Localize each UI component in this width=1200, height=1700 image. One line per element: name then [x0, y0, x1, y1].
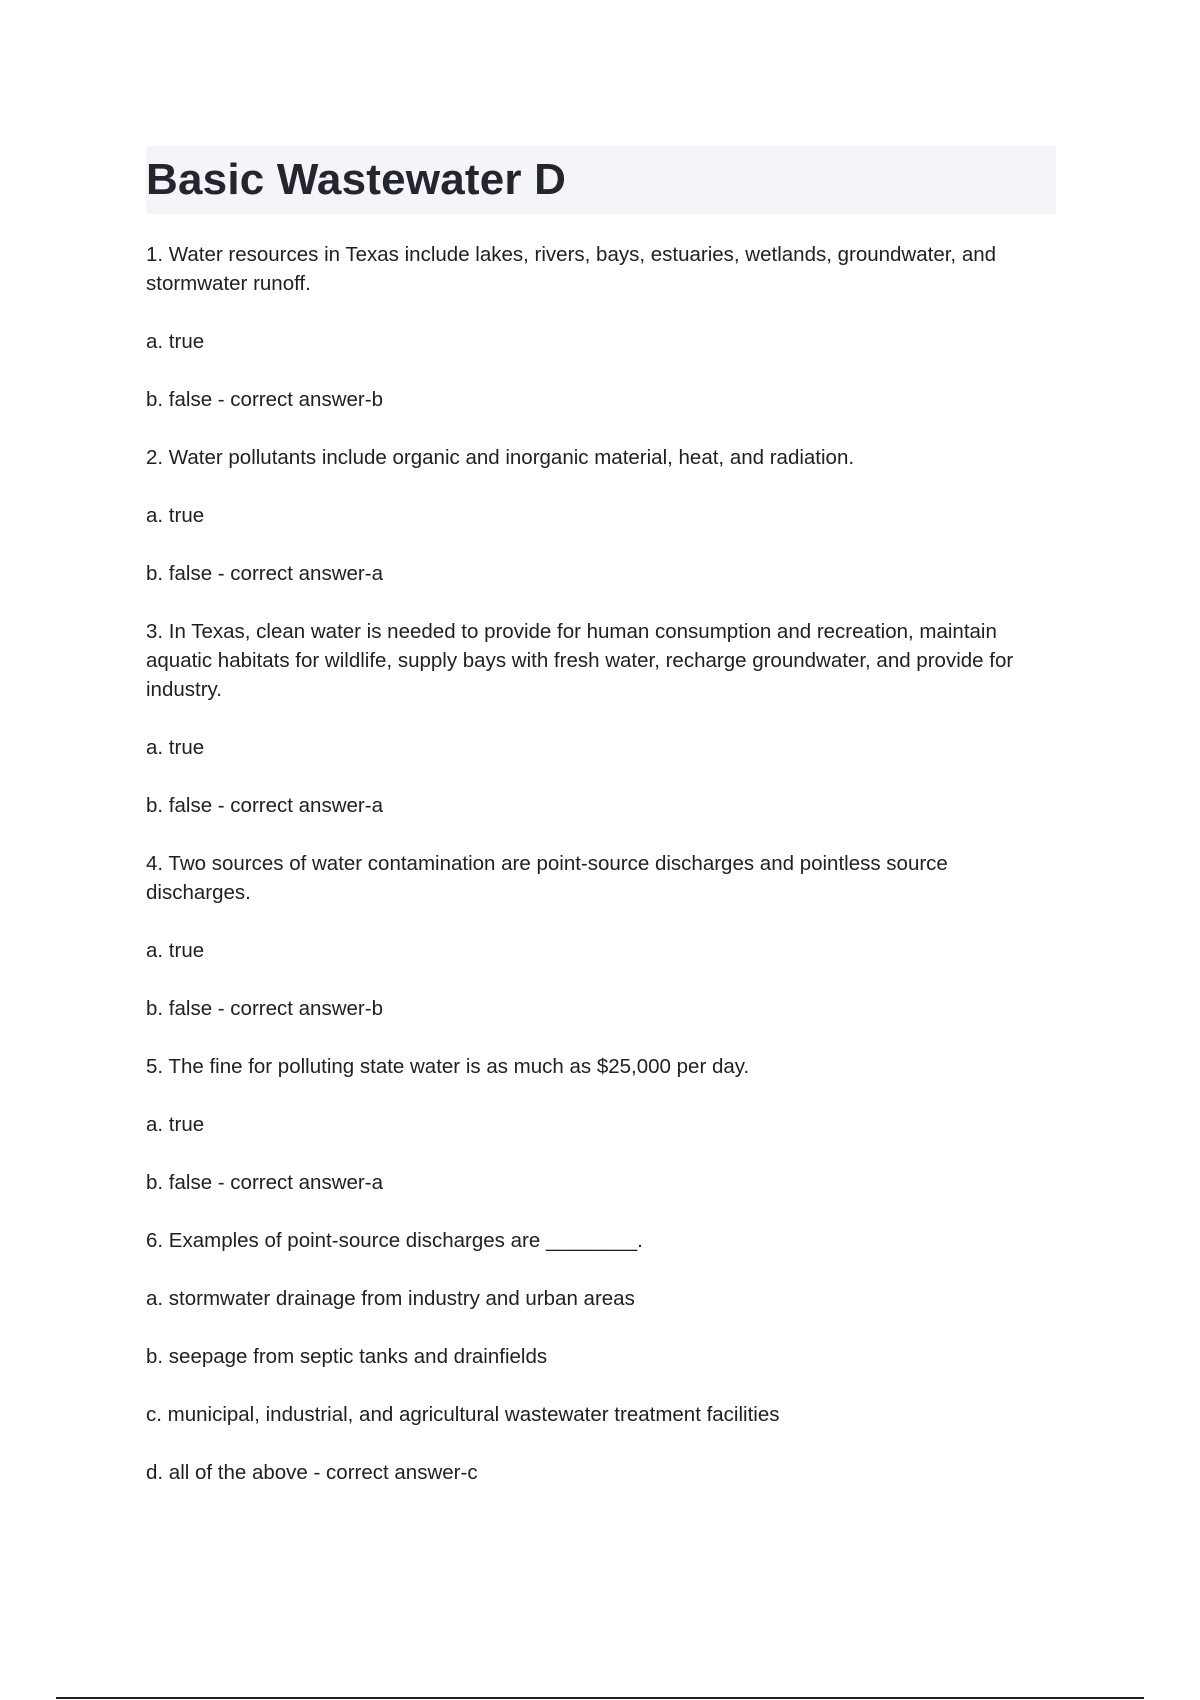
question-5-option-a: a. true [146, 1113, 205, 1136]
question-1-text: 1. Water resources in Texas include lakes, rivers, bays, estuaries, wetlands, groundwater, and stormwater runoff. [146, 243, 997, 295]
question-6-option-d: d. all of the above - correct answer-c [146, 1461, 478, 1484]
document-body [146, 240, 1046, 1516]
question-4-text: 4. Two sources of water contamination are point-source discharges and pointless source discharges. [146, 852, 948, 904]
question-2-option-b: b. false - correct answer-a [146, 562, 383, 585]
question-6-option-b: b. seepage from septic tanks and drainfields [146, 1345, 548, 1368]
question-1-option-b: b. false - correct answer-b [146, 388, 383, 411]
question-5-text: 5. The fine for polluting state water is as much as $25,000 per day. [146, 1055, 750, 1078]
question-2-option-a: a. true [146, 504, 205, 527]
question-6-option-c: c. municipal, industrial, and agricultural wastewater treatment facilities [146, 1403, 780, 1426]
page-title: Basic Wastewater D [146, 155, 567, 204]
question-5-option-b: b. false - correct answer-a [146, 1171, 383, 1194]
question-3-option-a: a. true [146, 736, 205, 759]
question-4-option-a: a. true [146, 939, 205, 962]
footer-divider [56, 1697, 1144, 1699]
question-2-text: 2. Water pollutants include organic and inorganic material, heat, and radiation. [146, 446, 855, 469]
question-6-text: 6. Examples of point-source discharges are ________. [146, 1229, 643, 1252]
question-3-text: 3. In Texas, clean water is needed to provide for human consumption and recreation, maintain aquatic habitats for wildlife, supply bays with fresh water, recharge groundwater, and provide for industry. [146, 620, 1014, 701]
question-3-option-b: b. false - correct answer-a [146, 794, 383, 817]
question-1-option-a: a. true [146, 330, 205, 353]
question-4-option-b: b. false - correct answer-b [146, 997, 383, 1020]
title-bar [146, 146, 1056, 214]
question-6-option-a: a. stormwater drainage from industry and urban areas [146, 1287, 635, 1310]
